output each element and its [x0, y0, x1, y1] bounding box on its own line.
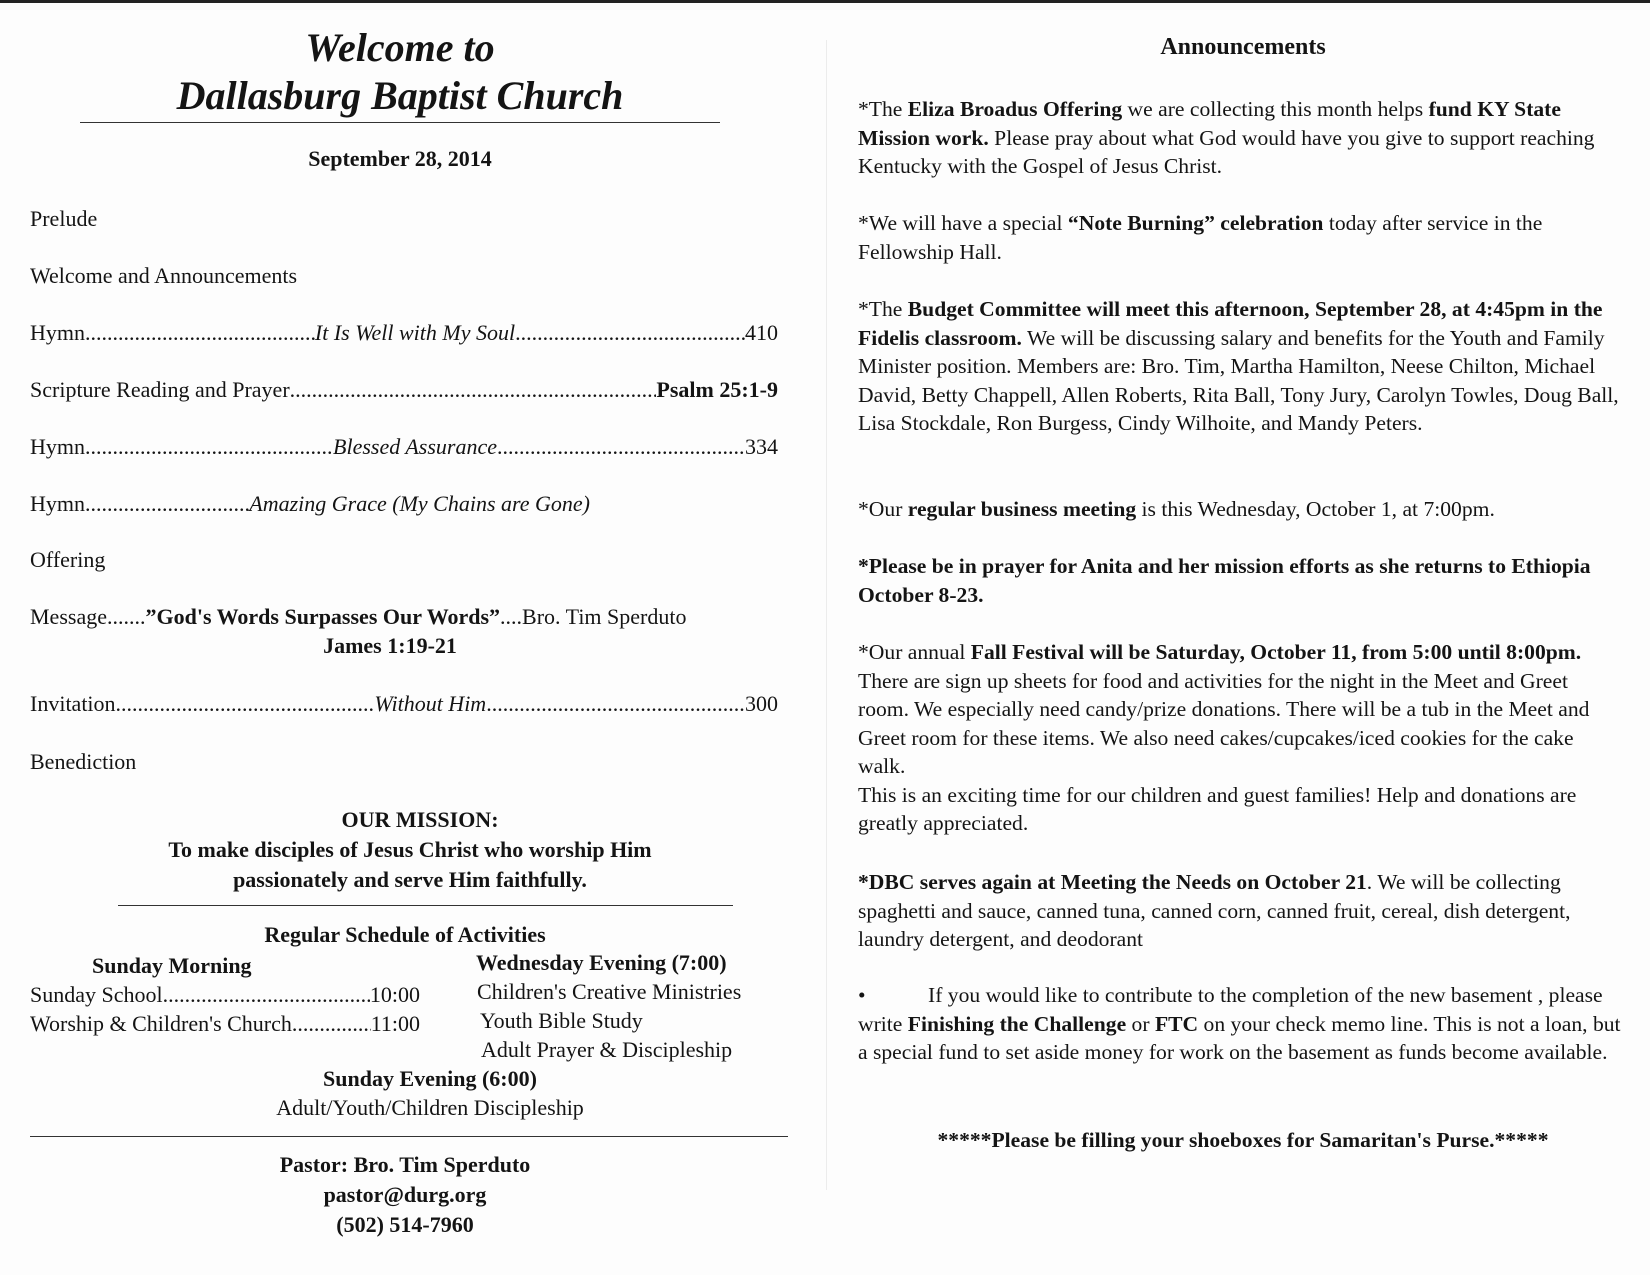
- order-message: [30, 603, 778, 631]
- message-scripture: James 1:19-21: [323, 633, 457, 658]
- announcement-fall-festival: *Our annual Fall Festival will be Saturday, October 11, from 5:00 until 8:00pm. There are sign up sheets for food and activities for the night in the Meet and Greet room. We especially need candy/prize donations. There will be a tub in the Meet and Greet room for these items. We also need cakes/cupcakes/iced cookies for the cake walk. This is an exciting time for our children and guest families! Help and donations are greatly appreciated.: [858, 640, 1590, 835]
- wednesday-item: Adult Prayer & Discipleship: [481, 1037, 733, 1062]
- leader-dots: [497, 433, 745, 461]
- schedule-worship: [30, 1010, 420, 1038]
- leader-dots: [85, 433, 333, 461]
- leader-dots: [85, 490, 249, 518]
- hymn-label: Hymn: [30, 434, 85, 459]
- message-label: Message: [30, 604, 107, 629]
- wednesday-evening-heading: Wednesday Evening (7:00): [476, 950, 727, 975]
- leader-dots: [290, 376, 657, 404]
- order-invitation: [30, 690, 778, 718]
- order-hymn-1: [30, 319, 778, 347]
- page-fold: [826, 40, 827, 1190]
- hymn-title: It Is Well with My Soul: [314, 320, 516, 345]
- announcement-business-meeting: *Our regular business meeting is this Wednesday, October 1, at 7:00pm.: [858, 497, 1495, 521]
- order-prelude: Prelude: [30, 206, 98, 231]
- leader-dots: [486, 690, 745, 718]
- announcement-anita-prayer: *Please be in prayer for Anita and her mission efforts as she returns to Ethiopia October 8-23.: [858, 554, 1591, 607]
- schedule-item-label: Sunday School: [30, 982, 163, 1007]
- schedule-heading: Regular Schedule of Activities: [264, 922, 546, 947]
- sunday-evening-heading: Sunday Evening (6:00): [323, 1066, 537, 1091]
- mission-heading: OUR MISSION:: [341, 807, 499, 832]
- announcements-page: [858, 0, 1628, 1275]
- hymn-title: Amazing Grace (My Chains are Gone): [249, 491, 590, 516]
- announcement-note-burning: *We will have a special “Note Burning” celebration today after service in the Fellowship Hall.: [858, 211, 1543, 264]
- mission-line-2: passionately and serve Him faithfully.: [233, 867, 587, 892]
- hymn-label: Hymn: [30, 491, 85, 516]
- pastor-email: pastor@durg.org: [323, 1182, 487, 1207]
- bullet-icon: •: [858, 983, 866, 1007]
- order-welcome: Welcome and Announcements: [30, 263, 298, 288]
- leader-dots: [85, 319, 315, 347]
- invitation-title: Without Him: [374, 691, 487, 716]
- samaritans-purse-reminder: *****Please be filling your shoeboxes for Samaritan's Purse.*****: [937, 1128, 1549, 1152]
- schedule-divider: [30, 1136, 788, 1137]
- schedule-item-time: 11:00: [370, 1011, 420, 1036]
- sunday-morning-heading: Sunday Morning: [92, 953, 252, 978]
- schedule-sunday-school: [30, 981, 420, 1009]
- schedule-item-time: 10:00: [369, 982, 420, 1007]
- announcement-basement-fund: • If you would like to contribute to the completion of the new basement , please write Finishing the Challenge or FTC on your check memo line. This is not a loan, but a special fund to set aside money for work on the basement as funds become available.: [858, 983, 1621, 1064]
- announcements-title: Announcements: [1160, 34, 1326, 60]
- scripture-label: Scripture Reading and Prayer: [30, 377, 290, 402]
- order-hymn-3: [30, 490, 590, 518]
- hymn-number: 334: [745, 434, 778, 459]
- hymn-title: Blessed Assurance: [333, 434, 497, 459]
- order-benediction: Benediction: [30, 749, 137, 774]
- order-scripture: [30, 376, 778, 404]
- schedule-item-label: Worship & Children's Church: [30, 1011, 292, 1036]
- title-divider: [80, 122, 720, 123]
- leader-dots: [163, 981, 370, 1009]
- announcement-budget-committee: *The Budget Committee will meet this afternoon, September 28, at 4:45pm in the Fidelis classroom. We will be discussing salary and benefits for the Youth and Family Minister position. Members are: Bro. Tim, Martha Hamilton, Neese Chilton, Michael David, Betty Chappell, Allen Roberts, Rita Ball, Tony Jury, Carolyn Towles, Doug Ball, Lisa Stockdale, Ron Burgess, Cindy Wilhoite, and Mandy Peters.: [858, 297, 1619, 435]
- scripture-reference: Psalm 25:1-9: [656, 377, 778, 402]
- leader-dots: .......: [106, 604, 146, 629]
- announcement-meeting-the-needs: *DBC serves again at Meeting the Needs on October 21. We will be collecting spaghetti and sauce, canned tuna, canned corn, canned fruit, cereal, dish detergent, laundry detergent, and deodorant: [858, 870, 1571, 951]
- hymn-label: Hymn: [30, 320, 85, 345]
- leader-dots: [515, 319, 745, 347]
- invitation-number: 300: [745, 691, 779, 716]
- message-title: ”God's Words Surpasses Our Words”: [145, 604, 501, 629]
- wednesday-item: Children's Creative Ministries: [477, 979, 742, 1004]
- invitation-label: Invitation: [30, 691, 116, 716]
- wednesday-item: Youth Bible Study: [480, 1008, 643, 1033]
- pastor-phone: (502) 514-7960: [336, 1212, 474, 1237]
- pastor-name: Pastor: Bro. Tim Sperduto: [279, 1152, 531, 1177]
- leader-dots: [292, 1010, 371, 1038]
- message-speaker: Bro. Tim Sperduto: [522, 604, 687, 629]
- order-offering: Offering: [30, 547, 106, 572]
- mission-divider: [118, 905, 733, 906]
- service-date: September 28, 2014: [308, 146, 492, 171]
- sunday-evening-item: Adult/Youth/Children Discipleship: [276, 1095, 584, 1120]
- church-name-title: Dallasburg Baptist Church: [176, 73, 624, 118]
- order-hymn-2: [30, 433, 778, 461]
- hymn-number: 410: [745, 320, 779, 345]
- leader-dots: ....: [500, 604, 523, 629]
- welcome-title: Welcome to: [305, 25, 495, 70]
- announcement-eliza-broadus: *The Eliza Broadus Offering we are collecting this month helps fund KY State Mission work. Please pray about what God would have you give to support reaching Kentucky with the Gospel of Jesus Christ.: [858, 97, 1595, 178]
- leader-dots: [116, 690, 375, 718]
- mission-line-1: To make disciples of Jesus Christ who worship Him: [168, 837, 652, 862]
